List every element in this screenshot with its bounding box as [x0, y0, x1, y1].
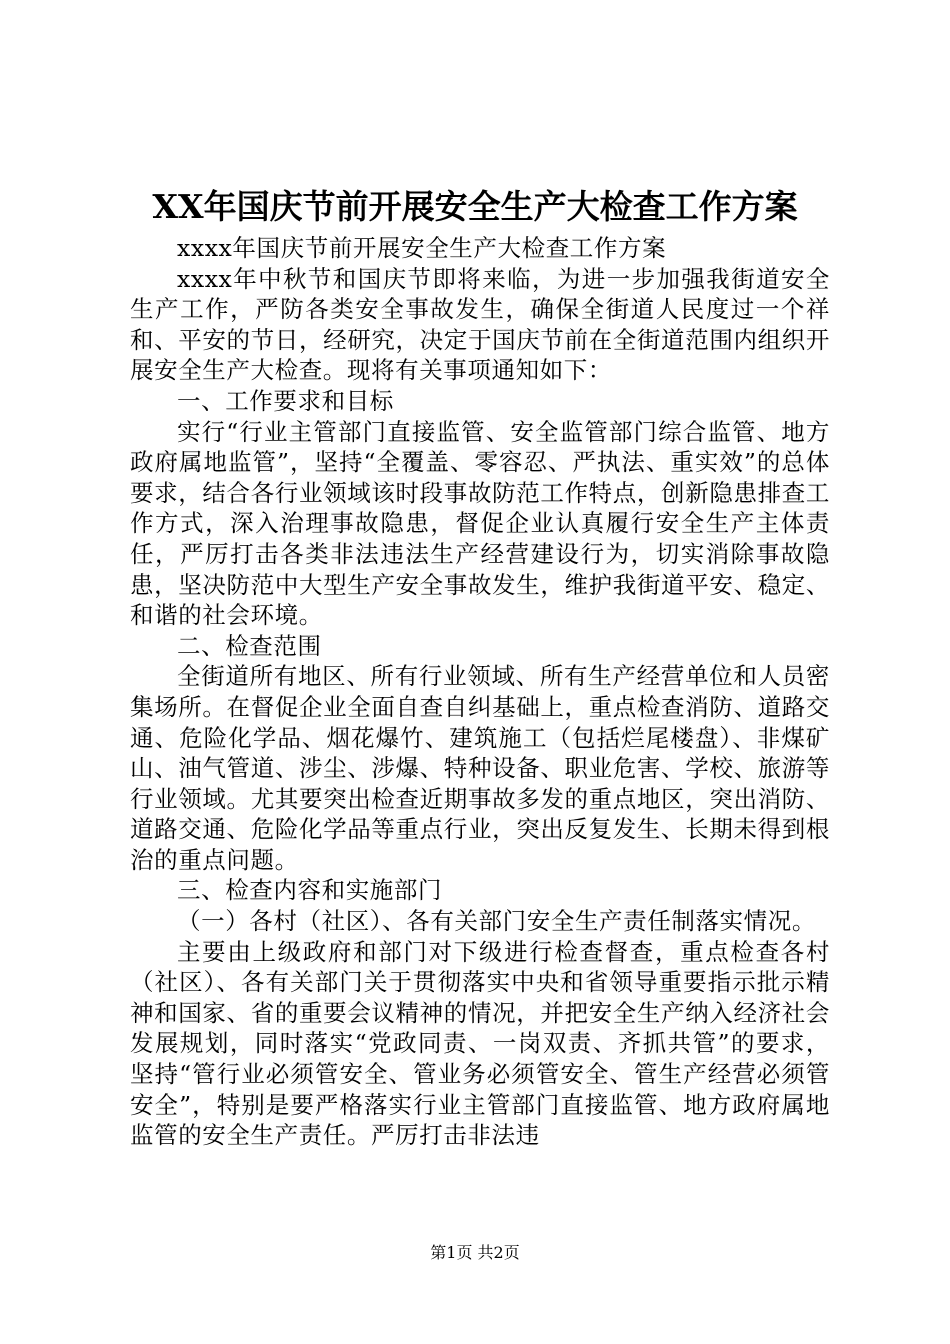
paragraph-subtitle: xxxx年国庆节前开展安全生产大检查工作方案: [177, 234, 667, 262]
subsection-heading-1: （一）各村（社区）、各有关部门安全生产责任制落实情况。: [177, 907, 816, 936]
paragraph-responsibility: 主要由上级政府和部门对下级进行检查督查，重点检查各村（社区）、各有关部门关于贯彻落实中央和省领导重要指示批示精神和国家、省的重要会议精神的情况，并把安全生产纳入经济社会发展规划，同时落实“党政同责、一岗双责、齐抓共管”的要求，坚持“管行业必须管安全、管业务必须管安全、管生产经营必须管安全”，特别是要严格落实行业主管部门直接监管、地方政府属地监管的安全生产责任。严厉打击非法违: [130, 937, 830, 1150]
paragraph-requirements: 实行“行业主管部门直接监管、安全监管部门综合监管、地方政府属地监管”，坚持“全覆盖、零容忍、严执法、重实效”的总体要求，结合各行业领域该时段事故防范工作特点，创新隐患排查工作方式，深入治理事故隐患，督促企业认真履行安全生产主体责任，严厉打击各类非法违法生产经营建设行为，切实消除事故隐患，坚决防范中大型生产安全事故发生，维护我街道平安、稳定、和谐的社会环境。: [130, 417, 830, 630]
document-title: XX年国庆节前开展安全生产大检查工作方案: [152, 187, 798, 226]
document-body: [130, 233, 830, 1151]
paragraph-scope: 全街道所有地区、所有行业领域、所有生产经营单位和人员密集场所。在督促企业全面自查自纠基础上，重点检查消防、道路交通、危险化学品、烟花爆竹、建筑施工（包括烂尾楼盘）、非煤矿山、油气管道、涉尘、涉爆、特种设备、职业危害、学校、旅游等行业领域。尤其要突出检查近期事故多发的重点地区，突出消防、道路交通、危险化学品等重点行业，突出反复发生、长期未得到根治的重点问题。: [130, 662, 830, 874]
section-heading-1: 一、工作要求和目标: [177, 386, 394, 415]
section-heading-2: 二、检查范围: [177, 631, 322, 660]
section-heading-3: 三、检查内容和实施部门: [177, 876, 443, 905]
paragraph-intro: xxxx年中秋节和国庆节即将来临，为进一步加强我街道安全生产工作，严防各类安全事故发生，确保全街道人民度过一个祥和、平安的节日，经研究，决定于国庆节前在全街道范围内组织开展安全生产大检查。现将有关事项通知如下：: [130, 264, 830, 385]
page-number: 第1页 共2页: [430, 1243, 520, 1262]
